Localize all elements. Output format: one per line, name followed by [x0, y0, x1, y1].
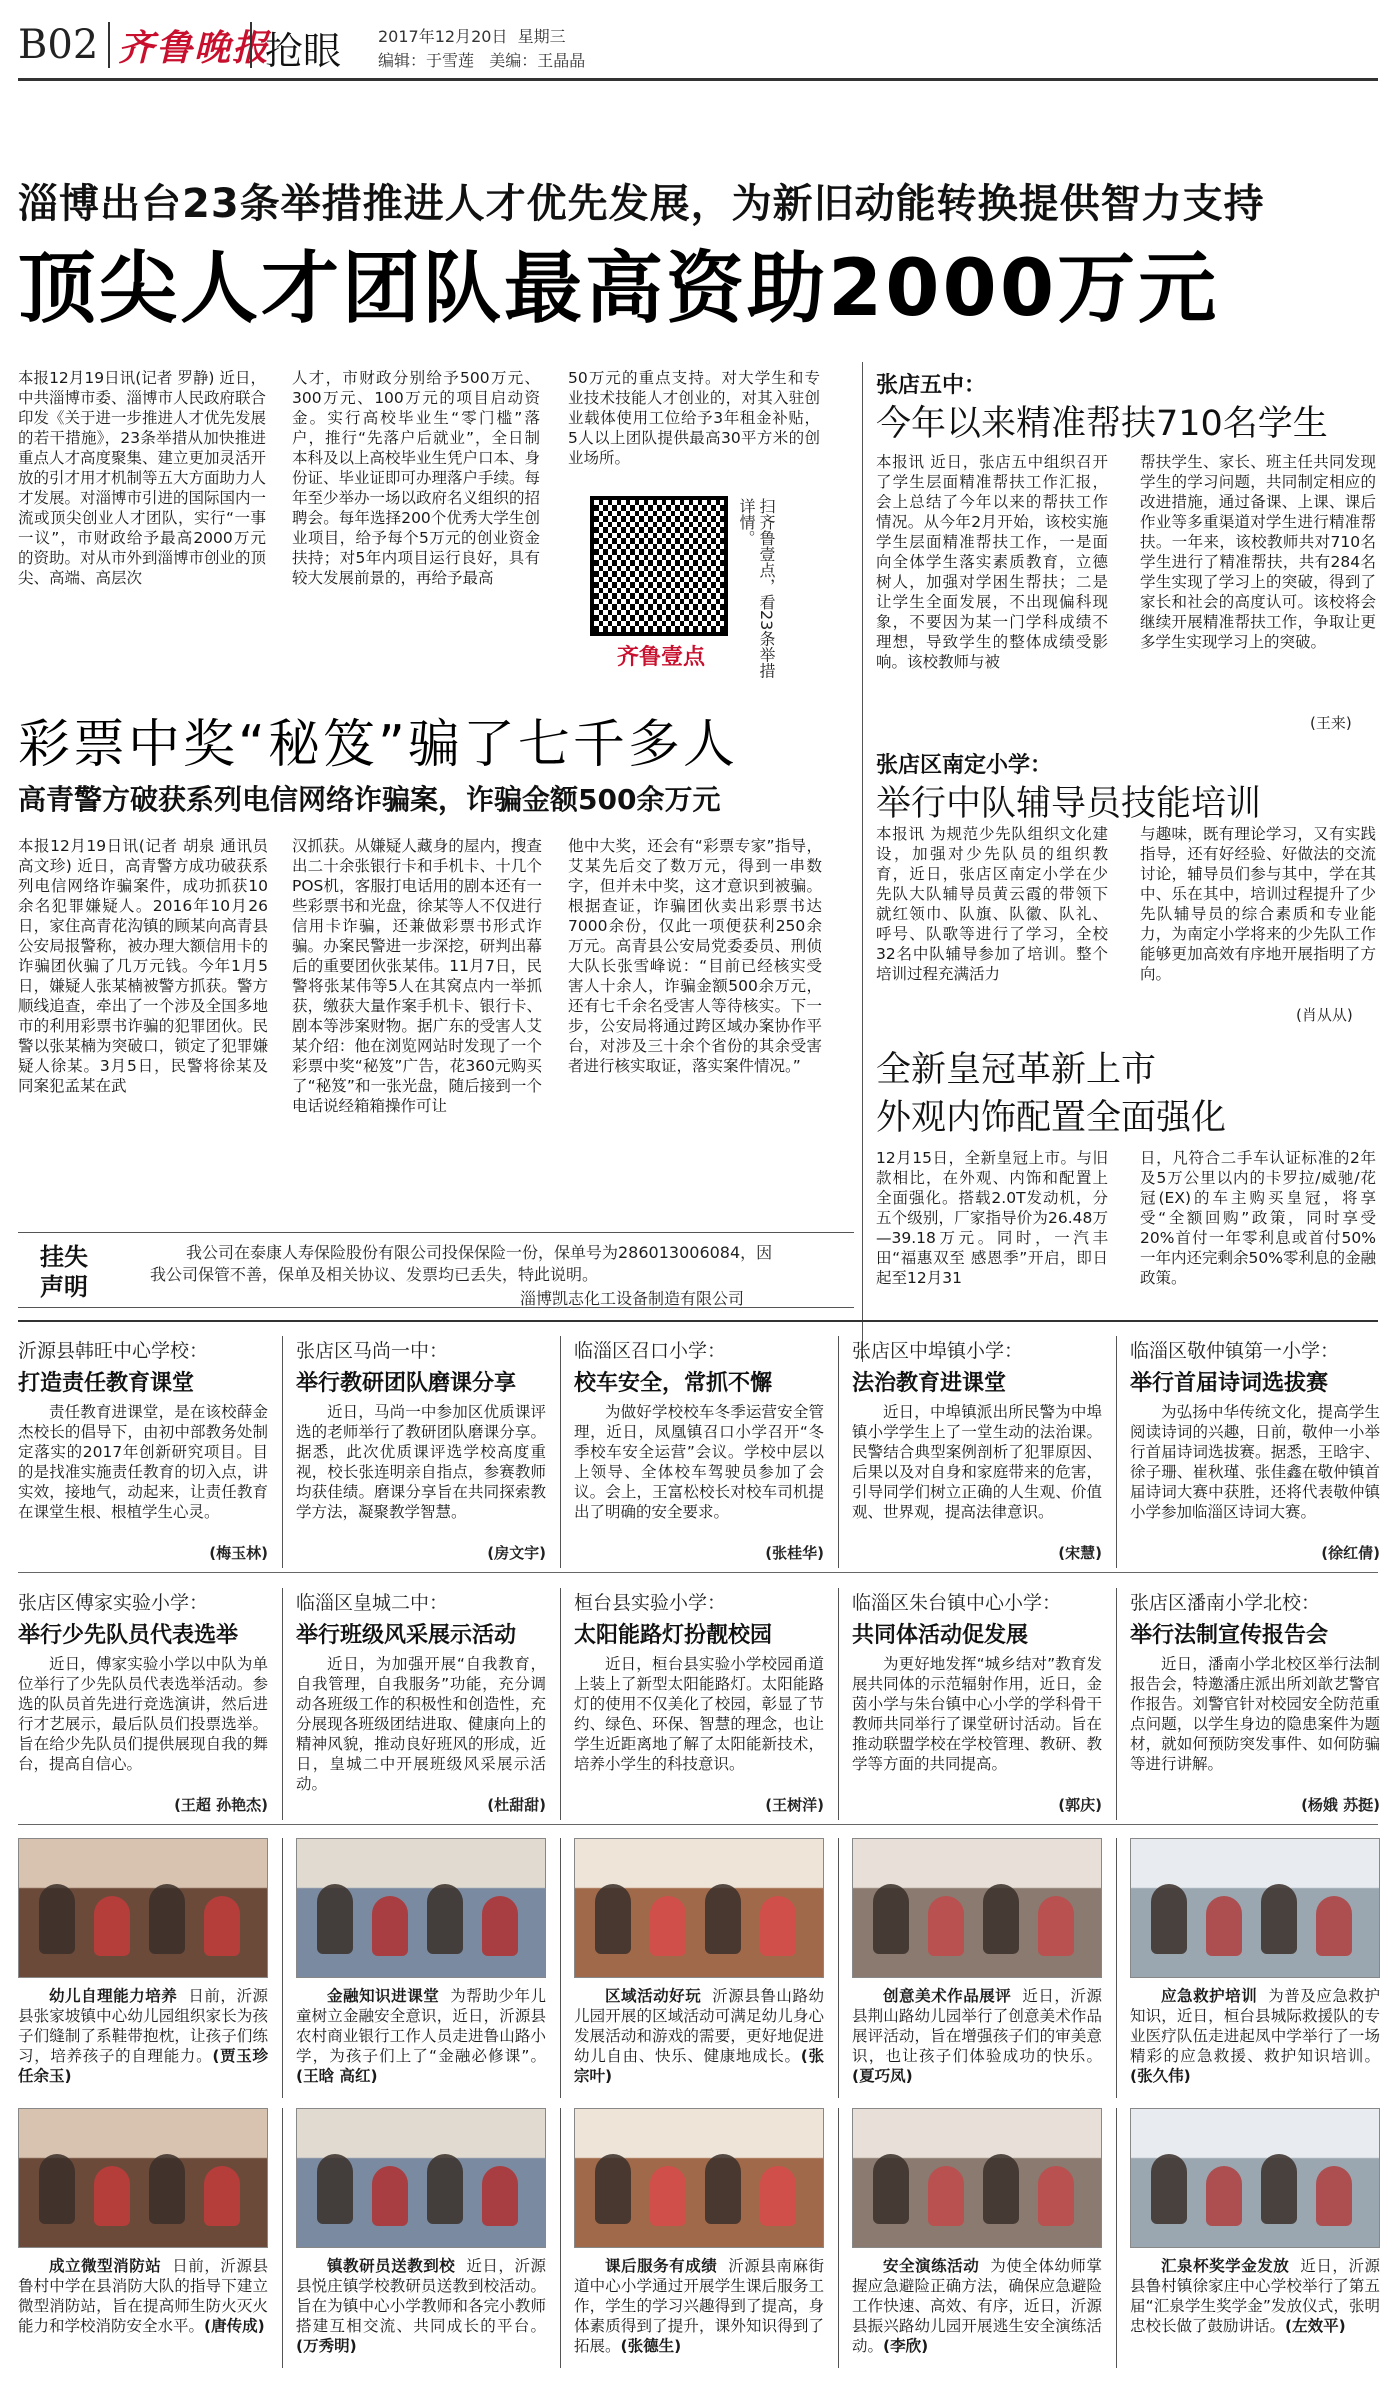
news-photo: [574, 2108, 824, 2248]
issue-date: [378, 24, 566, 47]
caption-text: 近日，沂源县鲁村镇徐家庄中心学校举行了第五届“汇泉学生奖学金”发放仪式，张明忠校长做了鼓励讲话。: [1130, 2257, 1380, 2335]
photo-figure: [372, 2166, 408, 2226]
photo-figure: [595, 2154, 631, 2224]
lead-col-2: 人才，市财政分别给予500万元、300万元、100万元的项目启动资金。实行高校毕业生“零门槛”落户，推行“先落户后就业”，全日制本科及以上高校毕业生凭户口本、身份证、毕业证即可办理落户手续。每年至少举办一场以政府名义组织的招聘会。每年选择200个优秀大学生创业项目，给予每个5万元的创业资金扶持；对5年内项目运行良好，具有较大发展前景的，再给予最高: [292, 369, 540, 587]
editor-info: [378, 48, 585, 71]
right2-col-1: 本报讯 为规范少先队组织文化建设，加强对少先队员的组织教育，近日，张店区南定小学在少先队大队辅导员黄云霞的带领下就红领巾、队旗、队徽、队礼、呼号、队歌等进行了学习，全校32名中队辅导参加了培训。整个培训过程充满活力: [876, 825, 1108, 983]
caption-spacer: [1011, 1987, 1022, 2005]
column-divider: [560, 1838, 561, 2098]
brief-kicker: 沂源县韩旺中心学校：: [18, 1340, 209, 1362]
column-divider: [282, 2108, 283, 2368]
brief-kicker: 临淄区朱台镇中心小学：: [852, 1592, 1062, 1614]
photo-figure: [928, 1896, 964, 1956]
caption-credit: (王晗 高红): [296, 2067, 378, 2085]
news-photo: [296, 1838, 546, 1978]
caption-credit: (左效平): [1285, 2317, 1346, 2335]
right3-title-2: 外观内饰配置全面强化: [876, 1098, 1227, 1138]
lottery-subtitle: 高青警方破获系列电信网络诈骗案，诈骗金额500余万元: [18, 783, 721, 816]
photo-figure: [760, 2166, 796, 2226]
lead-subtitle: 淄博出台23条举措推进人才优先发展，为新旧动能转换提供智力支持: [18, 181, 1265, 227]
caption-spacer: [1289, 2257, 1300, 2275]
photo-figure: [1206, 2166, 1242, 2226]
brief-credit: (徐红倩): [1321, 1544, 1380, 1562]
caption-credit: (张宗叶): [574, 2047, 824, 2085]
caption-credit: (李欣): [883, 2337, 929, 2355]
brief-credit: (梅玉林): [209, 1544, 268, 1562]
column-divider: [838, 1336, 839, 1568]
right3-col-2: 日，凡符合二手车认证标准的2年及5万公里以内的卡罗拉/威驰/花冠(EX)的车主购买皇冠，将享受“全额回购”政策，同时享受20%首付一年零利息或首付50%一年内还完剩余50%零利息的金融政策。: [1140, 1149, 1376, 1287]
brief-text: 为做好学校校车冬季运营安全管理，近日，凤凰镇召口小学召开“冬季校车安全运营”会议。学校中层以上领导、全体校车驾驶员参加了会议。会上，王富松校长对校车司机提出了明确的安全要求。: [574, 1403, 824, 1521]
qr-code[interactable]: [590, 496, 728, 636]
caption-spacer: [439, 1987, 450, 2005]
news-photo: [296, 2108, 546, 2248]
notice-text-1: 我公司在泰康人寿保险股份有限公司投保保险一份，保单号为286013006084，因: [186, 1243, 773, 1262]
caption-credit: (唐传成): [204, 2317, 265, 2335]
photo-figure: [317, 2154, 353, 2224]
qr-logo: 齐鲁壹点: [616, 645, 705, 670]
caption-title: 镇教研员送教到校: [327, 2257, 456, 2275]
header-divider-2: [250, 22, 252, 68]
photo-figure: [39, 1884, 75, 1954]
photo-caption: [18, 1986, 268, 2106]
editor-name: 编辑：于雪莲: [378, 51, 475, 70]
brief-credit: (宋慧): [1058, 1544, 1102, 1562]
lead-title: 顶尖人才团队最高资助2000万元: [18, 244, 1220, 334]
brief-text: 近日，傅家实验小学以中队为单位举行了少先队员代表选举活动。参选的队员首先进行竞选演讲，然后进行才艺展示，最后队员们投票选举。旨在给少先队员们提供展现自我的舞台，提高自信心。: [18, 1655, 268, 1773]
caption-title: 幼儿自理能力培养: [49, 1987, 178, 2005]
caption-title: 金融知识进课堂: [327, 1987, 440, 2005]
brief-kicker: 桓台县实验小学：: [574, 1592, 727, 1614]
brief-credit: (张桂华): [765, 1544, 824, 1562]
brief-kicker: 张店区中埠镇小学：: [852, 1340, 1024, 1362]
photo-figure: [1316, 2166, 1352, 2226]
brief-kicker: 临淄区敬仲镇第一小学：: [1130, 1340, 1340, 1362]
brief-title: 校车安全，常抓不懈: [574, 1371, 773, 1396]
brief-title: 法治教育进课堂: [852, 1371, 1007, 1396]
notice-label: [40, 1242, 88, 1302]
caption-text: 沂源县南麻街道中心小学通过开展学生课后服务工作，学生的学习兴趣得到了提高，身体素质得到了提升，课外知识得到了拓展。: [574, 2257, 824, 2355]
right1-col-1: 本报讯 近日，张店五中组织召开了学生层面精准帮扶工作汇报，会上总结了今年以来的帮扶工作情况。从今年2月开始，该校实施学生层面精准帮扶工作，一是面向全体学生落实素质教育，立德树人，加强对学困生帮扶；二是让学生全面发展，不出现偏科现象，不要因为某一门学科成绩不理想，导致学生的整体成绩受影响。该校教师与被: [876, 453, 1108, 671]
brief-credit: (王超 孙艳杰): [174, 1796, 268, 1814]
column-divider: [560, 1588, 561, 1820]
brief-credit: (房文宇): [487, 1544, 546, 1562]
row-divider: [18, 1572, 1378, 1573]
lottery-col-3: 他中大奖，还会有“彩票专家”指导，艾某先后交了数万元，得到一串数字，但并未中奖，这才意识到被骗。根据查证，诈骗团伙卖出彩票书达7000余份，仅此一项便获利250余万元。高青县公安局党委委员、刑侦大队长张雪峰说：“目前已经核实受害人十余人，诈骗金额500余万元，还有七千余名受害人等待核实。下一步，公安局将通过跨区域办案协作平台，对涉及三十余个省份的其余受害者进行核实取证，落实案件情况。”: [568, 837, 822, 1075]
news-photo: [1130, 1838, 1380, 1978]
caption-title: 安全演练活动: [883, 2257, 980, 2275]
right2-credit: (肖从从): [1296, 1006, 1353, 1024]
brief-text: 为弘扬中华传统文化，提高学生阅读诗词的兴趣，日前，敬仲一小举行首届诗词选拔赛。据悉，王晗宇、徐子珊、崔秋瑾、张佳鑫在敬仲镇首届诗词大赛中获胜，还将代表敬仲镇小学参加临淄区诗词大赛。: [1130, 1403, 1380, 1521]
photo-figure: [427, 2154, 463, 2224]
caption-text: 为使全体幼师掌握应急避险正确方法，确保应急避险工作快速、高效、有序，近日，沂源县振兴路幼儿园开展逃生安全演练活动。: [852, 2257, 1102, 2355]
caption-credit: (张德生): [620, 2337, 682, 2355]
caption-text: 日前，沂源县鲁村中学在县消防大队的指导下建立微型消防站，旨在提高师生防火灭火能力和学校消防安全水平。: [18, 2257, 268, 2335]
news-photo: [1130, 2108, 1380, 2248]
caption-credit: (张久伟): [1130, 2067, 1191, 2085]
lead-right-divider: [862, 362, 863, 1362]
column-divider: [1116, 1588, 1117, 1820]
photo-figure: [94, 2166, 130, 2226]
photo-figure: [482, 2166, 518, 2226]
brief-title: 共同体活动促发展: [852, 1623, 1029, 1648]
section-rule: [18, 1320, 1378, 1322]
photo-figure: [873, 1884, 909, 1954]
column-divider: [282, 1336, 283, 1568]
right1-kicker: 张店五中：: [876, 373, 987, 398]
weekday-text: 星期三: [517, 27, 566, 46]
photo-figure: [873, 2154, 909, 2224]
brief-credit: (杨娥 苏挺): [1301, 1796, 1380, 1814]
right1-title: 今年以来精准帮扶710名学生: [876, 404, 1328, 444]
photo-caption: [852, 1986, 1102, 2106]
brief-text: 近日，马尚一中参加区优质课评选的老师举行了教研团队磨课分享。据悉，此次优质课评选学校高度重视，校长张连明亲自指点，参赛教师均获佳绩。磨课分享旨在共同探索教学方法，凝聚教学智慧。: [296, 1403, 546, 1521]
brief-title: 举行法制宣传报告会: [1130, 1623, 1329, 1648]
column-divider: [282, 1588, 283, 1820]
caption-credit: (万秀明): [296, 2337, 357, 2355]
caption-title: 区域活动好玩: [605, 1987, 702, 2005]
right2-col-2: 与趣味，既有理论学习，又有实践指导，还有好经验、好做法的交流讨论，辅导员们参与其中，学在其中、乐在其中，培训过程提升了少先队辅导员的综合素质和专业能力，为南定小学将来的少先队工作能够更加高效有序地开展指明了方向。: [1140, 825, 1376, 983]
notice-signer: 淄博凯志化工设备制造有限公司: [520, 1289, 745, 1308]
photo-figure: [983, 1884, 1019, 1954]
photo-figure: [317, 1884, 353, 1954]
brief-title: 举行班级风采展示活动: [296, 1623, 517, 1648]
brief-credit: (郭庆): [1058, 1796, 1102, 1814]
photo-figure: [372, 1896, 408, 1956]
brief-title: 举行首届诗词选拔赛: [1130, 1371, 1329, 1396]
photo-figure: [94, 1896, 130, 1956]
column-divider: [1116, 2108, 1117, 2368]
photo-figure: [595, 1884, 631, 1954]
caption-title: 汇泉杯奖学金发放: [1161, 2257, 1290, 2275]
column-divider: [560, 1336, 561, 1568]
brief-title: 打造责任教育课堂: [18, 1371, 195, 1396]
photo-figure: [204, 2166, 240, 2226]
news-photo: [852, 2108, 1102, 2248]
photo-figure: [427, 1884, 463, 1954]
photo-figure: [1038, 1896, 1074, 1956]
photo-figure: [204, 1896, 240, 1956]
qr-note: 扫齐鲁壹点，看23条举措详情。: [737, 498, 776, 679]
photo-figure: [1151, 1884, 1187, 1954]
brief-kicker: 临淄区皇城二中：: [296, 1592, 449, 1614]
column-divider: [838, 1588, 839, 1820]
column-divider: [560, 2108, 561, 2368]
photo-caption: [574, 1986, 824, 2106]
photo-figure: [1316, 1896, 1352, 1956]
column-divider: [1116, 1336, 1117, 1568]
section-name: 抢眼: [265, 29, 342, 73]
caption-text: 为普及应急救护知识，近日，桓台县城际救援队的专业医疗队伍走进起凤中学举行了一场精彩的应急救援、救护知识培训。: [1130, 1987, 1380, 2065]
brief-text: 近日，中埠镇派出所民警为中埠镇小学学生上了一堂生动的法治课。民警结合典型案例剖析了犯罪原因、后果以及对自身和家庭带来的危害，引导同学们树立正确的人生观、价值观、世界观，提高法律意识。: [852, 1403, 1102, 1521]
caption-text: 日前，沂源县张家坡镇中心幼儿园组织家长为孩子们缝制了系鞋带抱枕，让孩子们练习，培养孩子的自理能力。: [18, 1987, 268, 2065]
photo-figure: [1261, 2154, 1297, 2224]
right3-title-1: 全新皇冠革新上市: [876, 1050, 1157, 1090]
right2-title: 举行中队辅导员技能培训: [876, 784, 1262, 824]
brief-text: 近日，为加强开展“自我教育，自我管理，自我服务”功能，充分调动各班级工作的积极性和创造性，充分展现各班级团结进取、健康向上的精神风貌，推动良好班风的形成，近日，皇城二中开展班级风采展示活动。: [296, 1655, 546, 1792]
photo-caption: [1130, 1986, 1380, 2106]
notice-text-2: 我公司保管不善，保单及相关协议、发票均已丢失，特此说明。: [150, 1265, 599, 1284]
photo-figure: [149, 1884, 185, 1954]
caption-credit: (夏巧凤): [852, 2067, 913, 2085]
photo-figure: [1151, 2154, 1187, 2224]
caption-text: 近日，沂源县荆山路幼儿园举行了创意美术作品展评活动，旨在增强孩子们的审美意识，也让孩子们体验成功的快乐。: [852, 1987, 1102, 2065]
column-divider: [838, 2108, 839, 2368]
brief-title: 太阳能路灯扮靓校园: [574, 1623, 773, 1648]
caption-spacer: [979, 2257, 990, 2275]
news-photo: [852, 1838, 1102, 1978]
lead-col-3: 50万元的重点支持。对大学生和专业技术技能人才创业的，对其入驻创业载体使用工位给予3年租金补贴，5人以上团队提供最高30平方米的创业场所。: [568, 369, 820, 467]
right2-kicker: 张店区南定小学：: [876, 753, 1053, 778]
brief-text: 近日，桓台县实验小学校园甬道上装上了新型太阳能路灯。太阳能路灯的使用不仅美化了校园，彰显了节约、绿色、环保、智慧的理念，也让学生近距离地了解了太阳能新技术，培养小学生的科技意识。: [574, 1655, 824, 1773]
brief-title: 举行教研团队磨课分享: [296, 1371, 517, 1396]
brief-text: 近日，潘南小学北校区举行法制报告会，特邀潘庄派出所刘歆艺警官作报告。刘警官针对校园安全防范重点问题，以学生身边的隐患案件为题材，就如何预防突发事件、如何防骗等进行讲解。: [1130, 1655, 1380, 1773]
date-text: 2017年12月20日: [378, 27, 508, 46]
caption-spacer: [455, 2257, 466, 2275]
caption-spacer: [701, 1987, 712, 2005]
lottery-col-1: 本报12月19日讯(记者 胡泉 通讯员 高文珍) 近日，高青警方成功破获系列电信网络诈骗案件，成功抓获10余名犯罪嫌疑人。2016年10月26日，家住高青花沟镇的顾某向高青县公安局报警称，被办理大额信用卡的诈骗团伙骗了几万元钱。今年1月5日，嫌疑人张某楠被警方抓获。警方顺线追查，牵出了一个涉及全国多地市的利用彩票书诈骗的犯罪团伙。民警以张某楠为突破口，锁定了犯罪嫌疑人徐某。3月5日，民警将徐某及同案犯孟某在武: [18, 837, 268, 1095]
caption-credit: (贾玉珍 任余玉): [18, 2047, 268, 2085]
notice-label-1: 挂失: [40, 1243, 88, 1271]
column-divider: [282, 1838, 283, 2098]
photo-figure: [650, 2166, 686, 2226]
header-divider: [108, 22, 110, 68]
right3-col-1: 12月15日，全新皇冠上市。与旧款相比，在外观、内饰和配置上全面强化。搭载2.0T发动机，分五个级别，厂家指导价为26.48万—39.18万元。同时，一汽丰田“福惠双至 感恩季”开启，即日起至12月31: [876, 1149, 1108, 1287]
photo-figure: [705, 1884, 741, 1954]
photo-figure: [983, 2154, 1019, 2224]
caption-spacer: [1257, 1987, 1268, 2005]
caption-spacer: [177, 1987, 188, 2005]
brief-kicker: 张店区马尚一中：: [296, 1340, 449, 1362]
news-photo: [18, 2108, 268, 2248]
brief-text: 责任教育进课堂，是在该校薛金杰校长的倡导下，由初中部教务处制定落实的2017年创新研究项目。目的是找准实施责任教育的切入点，讲实效，接地气，动起来，让责任教育在课堂生根、根植学生心灵。: [18, 1403, 268, 1521]
caption-text: 近日，沂源县悦庄镇学校教研员送教到校活动。旨在为镇中心小学教师和各完小教师搭建互相交流、共同成长的平台。: [296, 2257, 546, 2335]
photo-figure: [149, 2154, 185, 2224]
designer-name: 美编：王晶晶: [489, 51, 586, 70]
caption-title: 应急救护培训: [1161, 1987, 1258, 2005]
lead-col-1: 本报12月19日讯(记者 罗静) 近日，中共淄博市委、淄博市人民政府联合印发《关于进一步推进人才优先发展的若干措施》，23条举措从加快推进重点人才高度聚集、建立更加灵活开放的引才用才机制等五大方面助力人才发展。对淄博市引进的国际国内一流或顶尖创业人才团队，实行“一事一议”，市财政给予最高2000万元的资助。对从市外到淄博市创业的顶尖、高端、高层次: [18, 369, 266, 587]
photo-caption: [296, 2256, 546, 2376]
caption-spacer: [161, 2257, 172, 2275]
caption-text: 沂源县鲁山路幼儿园开展的区域活动可满足幼儿身心发展活动和游戏的需要，更好地促进幼儿自由、快乐、健康地成长。: [574, 1987, 824, 2065]
header-rule: [18, 78, 1378, 81]
photo-figure: [760, 1896, 796, 1956]
right1-credit: (王来): [1310, 714, 1352, 732]
photo-caption: [574, 2256, 824, 2376]
paper-logo: 齐鲁晚报: [118, 28, 271, 69]
photo-figure: [928, 2166, 964, 2226]
lottery-col-2: 汉抓获。从嫌疑人藏身的屋内，搜查出二十余张银行卡和手机卡、十几个POS机，客服打电话用的剧本还有一些彩票书和光盘，徐某等人不仅进行信用卡诈骗，还兼做彩票书形式诈骗。办案民警进一步深挖，研判出幕后的重要团伙张某伟。11月7日，民警将张某伟等5人在其窝点内一举抓获，缴获大量作案手机卡、银行卡、剧本等涉案财物。据广东的受害人艾某介绍：他在浏览网站时发现了一个彩票中奖“秘笈”广告，花360元购买了“秘笈”和一张光盘，随后接到一个电话说经箱箱操作可让: [292, 837, 542, 1115]
right1-col-2: 帮扶学生、家长、班主任共同发现学生的学习问题，共同制定相应的改进措施，通过备课、上课、课后作业等多重渠道对学生进行精准帮扶。一年来，该校教师共对710名学生进行了精准帮扶，共有284名学生实现了学习上的突破，得到了家长和社会的高度认可。该校将会继续开展精准帮扶工作，争取让更多学生实现学习上的突破。: [1140, 453, 1376, 651]
column-divider: [1116, 1838, 1117, 2098]
photo-figure: [482, 1896, 518, 1956]
news-photo: [574, 1838, 824, 1978]
photo-figure: [705, 2154, 741, 2224]
caption-title: 课后服务有成绩: [605, 2257, 718, 2275]
caption-title: 创意美术作品展评: [883, 1987, 1012, 2005]
photo-figure: [1261, 1884, 1297, 1954]
caption-spacer: [717, 2257, 728, 2275]
brief-text: 为更好地发挥“城乡结对”教育发展共同体的示范辐射作用，近日，金茵小学与朱台镇中心小学的学科骨干教师共同举行了课堂研讨活动。旨在推动联盟学校在学校管理、教研、教学等方面的共同提高。: [852, 1655, 1102, 1773]
photo-figure: [650, 1896, 686, 1956]
photo-figure: [1206, 1896, 1242, 1956]
caption-title: 成立微型消防站: [49, 2257, 162, 2275]
notice-label-2: 声明: [40, 1273, 88, 1301]
column-divider: [838, 1838, 839, 2098]
brief-title: 举行少先队员代表选举: [18, 1623, 239, 1648]
photo-figure: [1038, 2166, 1074, 2226]
brief-kicker: 张店区潘南小学北校：: [1130, 1592, 1321, 1614]
brief-credit: (王树洋): [765, 1796, 824, 1814]
photo-caption: [296, 1986, 546, 2106]
photo-caption: [852, 2256, 1102, 2376]
lottery-title: 彩票中奖“秘笈”骗了七千多人: [18, 715, 738, 775]
row-divider: [18, 1824, 1378, 1825]
page-code: B02: [18, 22, 99, 68]
photo-caption: [1130, 2256, 1380, 2376]
photo-figure: [39, 2154, 75, 2224]
photo-caption: [18, 2256, 268, 2376]
brief-credit: (杜甜甜): [487, 1796, 546, 1814]
caption-text: 为帮助少年儿童树立金融安全意识，近日，沂源县农村商业银行工作人员走进鲁山路小学，为孩子们上了“金融必修课”。: [296, 1987, 546, 2065]
brief-kicker: 张店区傅家实验小学：: [18, 1592, 209, 1614]
brief-kicker: 临淄区召口小学：: [574, 1340, 727, 1362]
news-photo: [18, 1838, 268, 1978]
